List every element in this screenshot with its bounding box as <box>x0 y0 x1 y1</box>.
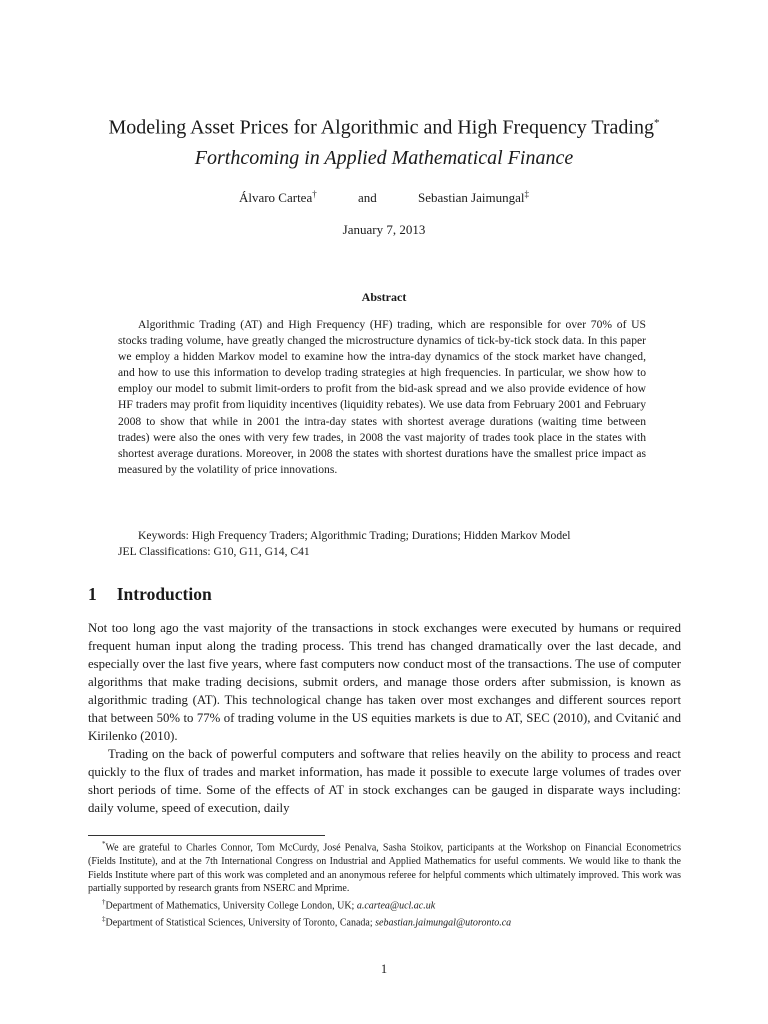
page-number: 1 <box>380 962 388 976</box>
abstract-text: Algorithmic Trading (AT) and High Frequency (HF) trading, which are responsible for over 70% of US stocks trading volume, have greatly changed the microstructure dynamics of tick-by-tick stock data. In this paper we employ a hidden Markov model to examine how the intra-day dynamics of the stock market have changed, and how to use this information to develop trading strategies at high frequencies. In particular, we show how to employ our model to submit limit-orders to profit from the bid-ask spread and we also provide evidence of how HF traders may profit from liquidity incentives (liquidity rebates). We use data from February 2001 and February 2008 to show that while in 2001 the intra-day states with shortest average durations (waiting time between trades) were also the ones with very few trades, in 2008 the vast majority of trades took place in the states with shortest average durations. Moreover, in 2008 the states with shortest durations have the smallest price impact as measured by the volatility of price innovations. <box>118 318 646 476</box>
footnote-cartea-affiliation: †Department of Mathematics, University College London, UK; a.cartea@ucl.ac.uk <box>102 898 436 912</box>
title-subtitle: Forthcoming in Applied Mathematical Finance <box>194 146 574 169</box>
footnote-divider <box>88 835 325 836</box>
email-cartea: a.cartea@ucl.ac.uk <box>356 900 436 912</box>
author-cartea: Álvaro Cartea† <box>238 189 317 206</box>
footnote-dagger-mark: † <box>102 898 106 907</box>
author-jaimungal: Sebastian Jaimungal‡ <box>418 189 530 206</box>
jel-line: JEL Classifications: G10, G11, G14, C41 <box>118 545 310 558</box>
abstract-heading: Abstract <box>361 290 407 304</box>
intro-paragraph-1: Not too long ago the vast majority of the transactions in stock exchanges were executed by humans or required frequent human input along the trading process. This trend has changed dramatically over the last decade, and especially over the last five years, where fast computers now conduct most of the transactions. The use of computer algorithms that make trading decisions, submit orders, and manage those orders after submission, is known as algorithmic trading (AT). This technological change has taken over most exchanges and different sources report that between 50% to 77% of trading volume in the US equities markets is due to AT, SEC (2010), and Cvitanić and Kirilenko (2010). <box>88 621 681 743</box>
paper-date: January 7, 2013 <box>342 222 426 237</box>
title-main: Modeling Asset Prices for Algorithmic and High Frequency Trading <box>108 116 654 139</box>
email-jaimungal: sebastian.jaimungal@utoronto.ca <box>375 917 512 929</box>
footnote-star-mark: * <box>102 840 106 848</box>
footnote-ddagger-mark: ‡ <box>102 915 106 924</box>
author-conjunction: and <box>357 190 377 206</box>
introduction-body <box>88 619 681 817</box>
author-cartea-mark: † <box>312 189 317 199</box>
author-list <box>0 189 768 206</box>
author-jaimungal-mark: ‡ <box>524 189 530 199</box>
paper-title <box>0 108 768 173</box>
footnote-acknowledgements: *We are grateful to Charles Connor, Tom McCurdy, José Penalva, Sasha Stoikov, participants at the Workshop on Financial Econometrics (Fields Institute), and at the 7th International Congress on Industrial and Applied Mathematics for useful comments. We would like to thank the Fields Institute where part of this work was completed and an anonymous referee for helpful comments which ultimately improved. This work was partially supported by research grants from NSERC and Mprime. <box>88 840 681 895</box>
footnote-jaimungal-affiliation: ‡Department of Statistical Sciences, University of Toronto, Canada; sebastian.jaimungal@utoronto.ca <box>102 915 512 929</box>
section-heading-introduction <box>88 584 212 605</box>
section-title: Introduction <box>116 584 212 604</box>
section-number: 1 <box>88 584 97 604</box>
footnotes <box>88 838 681 930</box>
intro-paragraph-2: Trading on the back of powerful computers and software that relies heavily on the ability to process and react quickly to the flux of trades and market information, has made it possible to execute large volumes of trades over short periods of time. Some of the effects of AT in stock exchanges can be gauged in disparate ways including: daily volume, speed of execution, daily <box>88 747 681 815</box>
keywords-line: Keywords: High Frequency Traders; Algorithmic Trading; Durations; Hidden Markov Model <box>138 529 571 542</box>
title-footnote-mark: * <box>654 117 660 129</box>
keywords-block <box>118 528 658 560</box>
